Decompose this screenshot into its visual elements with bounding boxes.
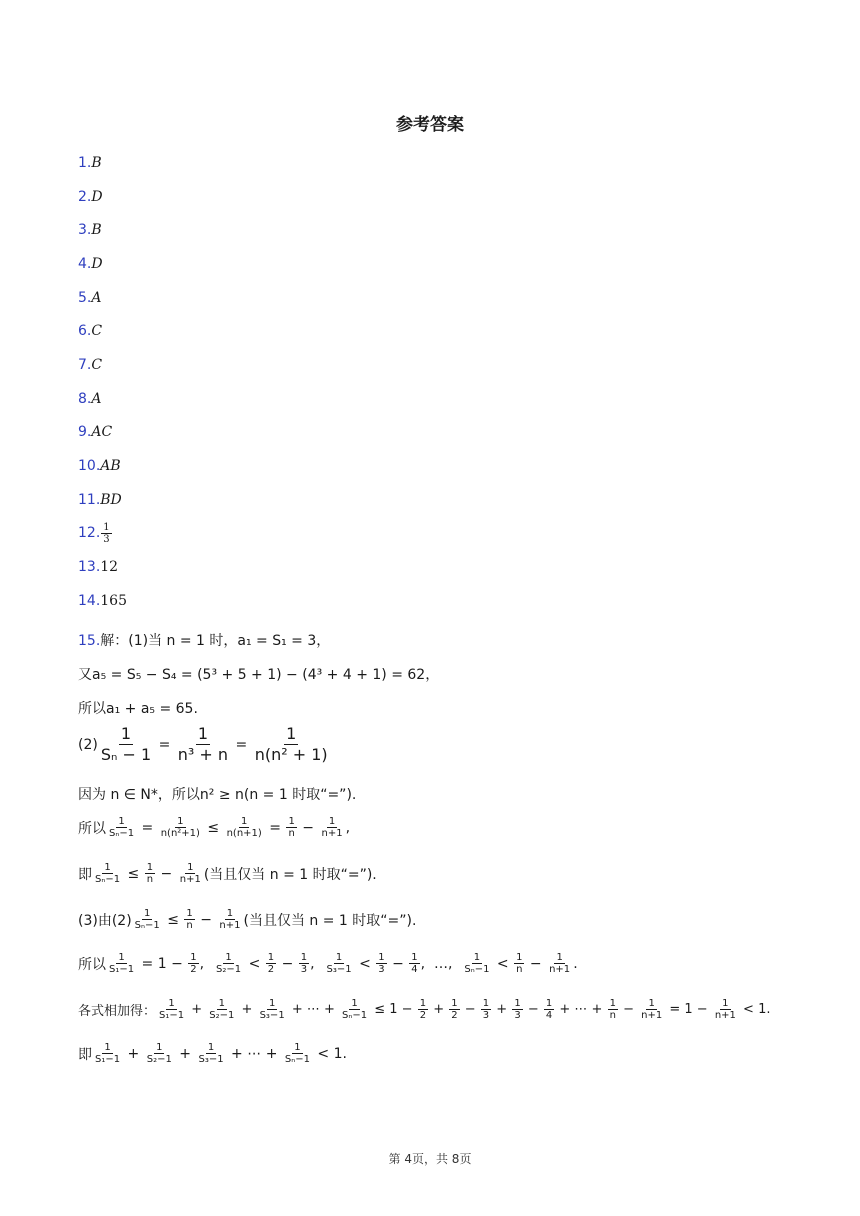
answer-number: 12. bbox=[78, 525, 101, 542]
list-item bbox=[78, 348, 127, 382]
answer-number: 11. bbox=[78, 491, 101, 508]
solution-line-8: (3)由(2) $\frac{1}{\text{Sₙ−1}}$ ≤ $\frac{1}{n}$ − $\frac{1}{n+1}$ (当且仅当 n = 1 时取“=”). bbox=[78, 908, 417, 931]
list-item bbox=[78, 281, 127, 315]
solution-line-11: 即 $\frac{1}{\text{S₁−1}}$ + $\frac{1}{\text{S₂−1}}$ + $\frac{1}{\text{S₃−1}}$ + ⋯ + $\frac{1}{\text{Sₙ−1}}$ < 1. bbox=[78, 1042, 347, 1065]
answer-value: BD bbox=[100, 491, 122, 508]
answer-value: D bbox=[91, 188, 103, 205]
list-item bbox=[78, 314, 127, 348]
page-title: 参考答案 bbox=[396, 115, 464, 135]
answer-number: 3. bbox=[78, 222, 92, 239]
answer-value: 12 bbox=[100, 559, 119, 576]
answer-value: C bbox=[91, 323, 103, 340]
answer-value: 165 bbox=[100, 592, 127, 609]
answer-number: 2. bbox=[78, 188, 92, 205]
list-item bbox=[78, 449, 127, 483]
list-item bbox=[78, 382, 127, 416]
list-item bbox=[78, 483, 127, 517]
list-item bbox=[78, 213, 127, 247]
solution-line-7: 即 $\frac{1}{\text{Sₙ−1}}$ ≤ $\frac{1}{n}$ − $\frac{1}{n+1}$ (当且仅当 n = 1 时取“=”). bbox=[78, 862, 377, 885]
list-item bbox=[78, 146, 127, 180]
solution-line-3: 所以a₁ + a₅ = 65. bbox=[78, 701, 198, 717]
answer-value: D bbox=[91, 255, 103, 272]
list-item bbox=[78, 584, 127, 618]
answer-value: B bbox=[91, 154, 102, 171]
solution-line-2: 又a₅ = S₅ − S₄ = (5³ + 5 + 1) − (4³ + 4 + 1) = 62， bbox=[78, 667, 440, 683]
solution-line-10: 各式相加得： $\frac{1}{\text{S₁−1}}$ + $\frac{1}{\text{S₂−1}}$ + $\frac{1}{\text{S₃−1}}$ + ⋯ + $\frac{1}{\text{Sₙ−1}}$ ≤ 1 − $\frac{1}{2}$ + $\frac{1}{2}$ − $\frac{1}{3}$ + $\frac{1}{3}$ − $\frac{1}{4}$ + ⋯ + $\frac{1}{n}$ − $\frac{1}{n+1}$ = 1 − $\frac{1}{n+1}$ < 1. bbox=[78, 998, 771, 1021]
answer-value: AC bbox=[91, 424, 113, 441]
answer-number: 13. bbox=[78, 559, 101, 576]
answer-number: 10. bbox=[78, 458, 101, 475]
list-item bbox=[78, 416, 127, 450]
answer-fraction: $\frac{1}{3}$ bbox=[103, 521, 110, 545]
solution-line-1: 15.解：(1)当 n = 1 时，a₁ = S₁ = 3， bbox=[78, 633, 331, 649]
solution-line-4: (2) $\frac{1}{\text{Sₙ − 1}}$ = $\frac{1}{\text{n³ + n}}$ = $\frac{1}{\text{n(n² + 1)}}$ bbox=[78, 724, 328, 764]
list-item bbox=[78, 180, 127, 214]
answer-value: B bbox=[91, 222, 102, 239]
solution-line-9: 所以 $\frac{1}{\text{S₁−1}}$ = 1 − $\frac{1}{2}$ , $\frac{1}{\text{S₂−1}}$ < $\frac{1}{2}$ − $\frac{1}{3}$ , $\frac{1}{\text{S₃−1}}$ < $\frac{1}{3}$ − $\frac{1}{4}$ , …, $\frac{1}{\text{Sₙ−1}}$ < $\frac{1}{n}$ − $\frac{1}{n+1}$ . bbox=[78, 952, 578, 975]
answer-number: 9. bbox=[78, 424, 92, 441]
answer-value: A bbox=[91, 390, 102, 407]
answer-number: 15. bbox=[78, 633, 101, 649]
answer-number: 6. bbox=[78, 323, 92, 340]
answer-number: 5. bbox=[78, 289, 92, 306]
list-item bbox=[78, 247, 127, 281]
answer-value: AB bbox=[100, 458, 121, 475]
list-item bbox=[78, 517, 127, 551]
solution-line-5: 因为 n ∈ N*，所以n² ≥ n(n = 1 时取“=”). bbox=[78, 787, 357, 803]
solution-line-6: 所以 $\frac{1}{\text{Sₙ−1}}$ = $\frac{1}{\text{n(n²+1)}}$ ≤ $\frac{1}{n(n+1)}$ = $\frac{1}{n}$ − $\frac{1}{n+1}$ , bbox=[78, 816, 351, 839]
answer-value: C bbox=[91, 356, 103, 373]
page-footer: 第 4页，共 8页 bbox=[388, 1152, 472, 1166]
answer-number: 7. bbox=[78, 356, 92, 373]
answer-number: 1. bbox=[78, 154, 92, 171]
answer-value: A bbox=[91, 289, 102, 306]
answer-list bbox=[78, 146, 127, 618]
answer-number: 8. bbox=[78, 390, 92, 407]
answer-number: 4. bbox=[78, 255, 92, 272]
answer-number: 14. bbox=[78, 592, 101, 609]
list-item bbox=[78, 550, 127, 584]
